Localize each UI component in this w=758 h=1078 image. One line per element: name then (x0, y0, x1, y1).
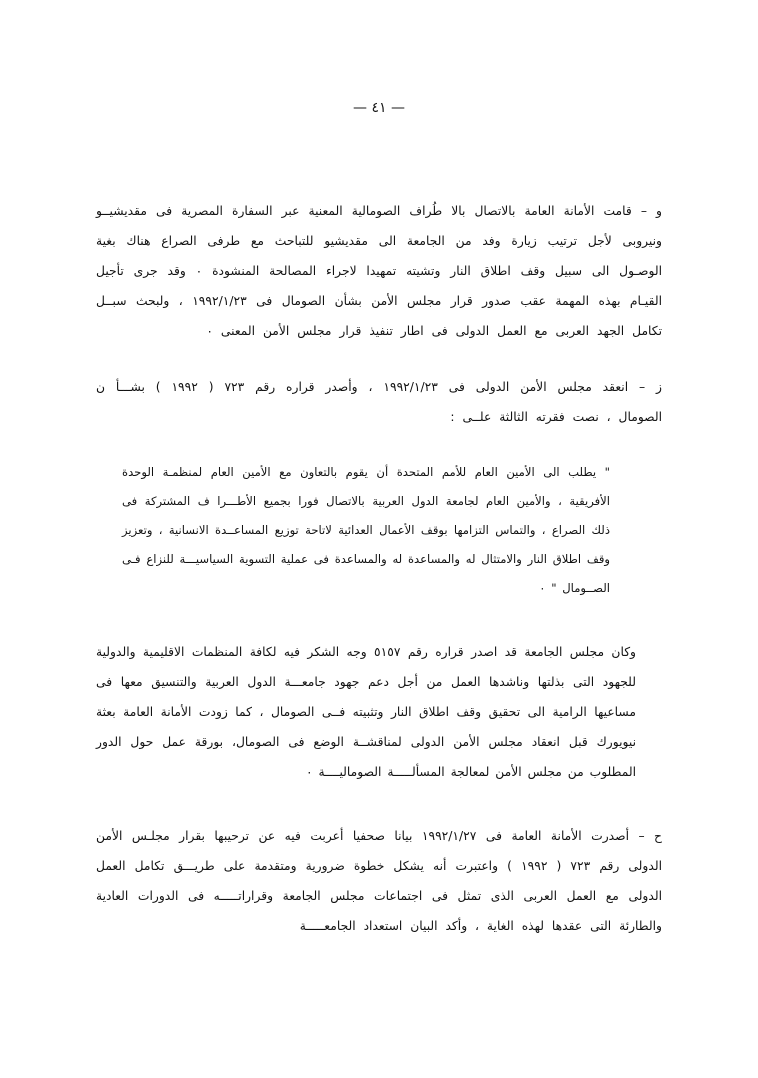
paragraph-league-council: وكان مجلس الجامعة قد اصدر قراره رقم ٥١٥٧ وجه الشكر فيه لكافة المنظمات الاقليمية والدولية للجهود التى بذلتها وناشدها العمل من أجل دعم جهود جامعـــة الدول العربية والتنسيق معها فى مساعيها الرامية الى تحقيق وقف اطلاق النار وتثبيته فــى الصومال ، كما زودت الأمانة العامة بعثة نيويورك قبل انعقاد مجلس الأمن الدولى لمناقشــة الوضع فى الصومال، بورقة عمل حول الدور المطلوب من مجلس الأمن لمعالجة المسألـــــة الصوماليــــة ٠ (96, 645, 636, 779)
page-number: — ٤١ — (353, 100, 405, 116)
paragraph-zay: ز – انعقد مجلس الأمن الدولى فى ١٩٩٢/١/٢٣ ، وأصدر قراره رقم ٧٢٣ ( ١٩٩٢ ) بشـــأ ن الصومال ، نصت فقرته الثالثة علــى : (96, 380, 662, 424)
document-body (96, 196, 662, 941)
paragraph-quote: " يطلب الى الأمين العام للأمم المتحدة أن يقوم بالتعاون مع الأمين العام لمنظمـة الوحدة الأفريقية ، والأمين العام لجامعة الدول العربية بالاتصال فورا بجميع الأطـــرا ف المشتركة فى ذلك الصراع ، والتماس التزامها بوقف الأعمال العدائية لاتاحة توزيع المساعــدة الانسانية ، وتعزيز وقف اطلاق النار والامتثال له والمساعدة له والمساعدة فى عملية التسوية السياسيـــة للنزاع فـى الصــومال " ٠ (122, 465, 610, 595)
paragraph-waw: و – قامت الأمانة العامة بالاتصال بالا طُراف الصومالية المعنية عبر السفارة المصرية فى مقديشيــو ونيروبى لأجل ترتيب زيارة وفد من الجامعة الى مقديشيو للتباحث مع طرفى الصراع هناك بغية الوصـول الى سبيل وقف اطلاق النار وتشيته تمهيدا لاجراء المصالحة المنشودة ٠ وقد جرى تأجيل القيـام بهذه المهمة عقب صدور قرار مجلس الأمن بشأن الصومال فى ١٩٩٢/١/٢٣ ، ولبحث سبــل تكامل الجهد العربى مع العمل الدولى فى اطار تنفيذ قرار مجلس الأمن المعنى ٠ (96, 204, 663, 338)
paragraph-ha: ح – أصدرت الأمانة العامة فى ١٩٩٢/١/٢٧ بيانا صحفيا أعربت فيه عن ترحيبها بقرار مجلـس الأمن الدولى رقم ٧٢٣ ( ١٩٩٢ ) واعتبرت أنه يشكل خطوة ضرورية ومتقدمة على طريـــق تكامل العمل الدولى مع العمل العربى الذى تمثل فى اجتماعات مجلس الجامعة وقراراتـــــه فى الدورات العادية والطارئة التى عقدها لهذه الغاية ، وأكد البيان استعداد الجامعـــــة (96, 829, 662, 933)
